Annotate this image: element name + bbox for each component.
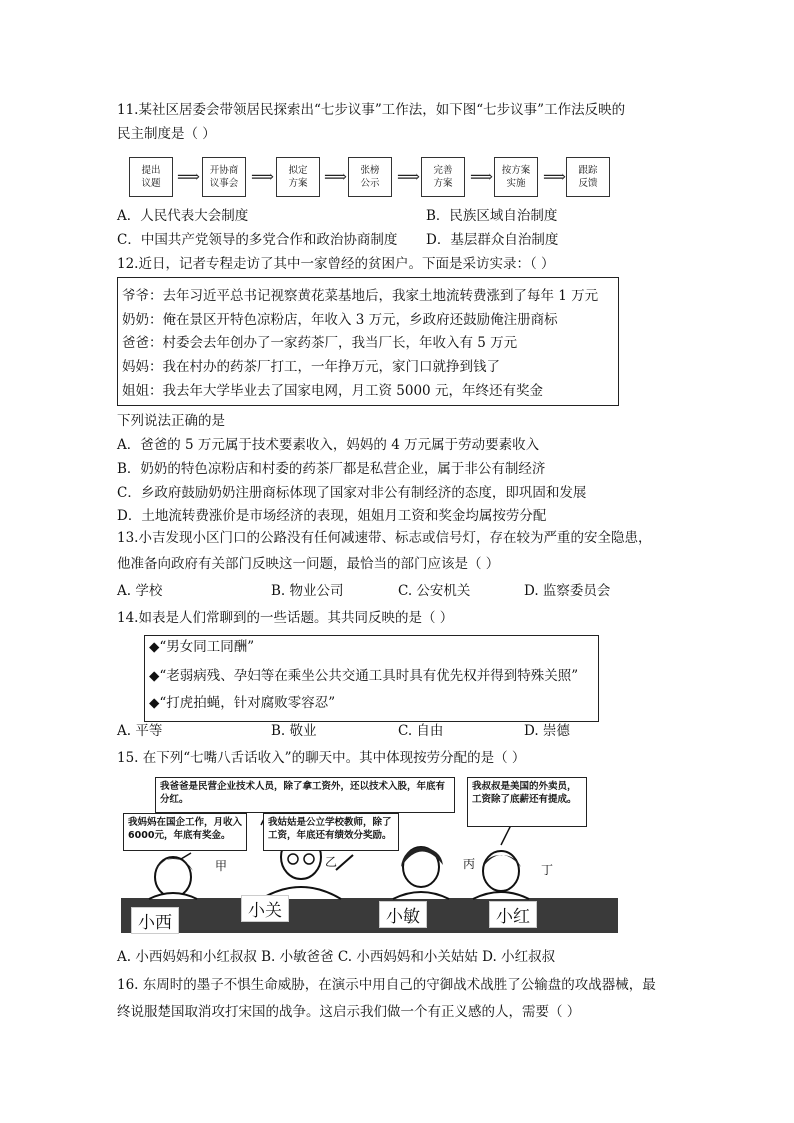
interview-line: 妈妈：我在村办的药茶厂打工，一年挣万元，家门口就挣到钱了 <box>122 359 500 375</box>
flow-step-text: 公示 <box>360 178 380 189</box>
q13-option-d[interactable]: D. 监察委员会 <box>524 583 611 599</box>
flow-step-5 <box>421 157 465 197</box>
flow-step-text: 反馈 <box>578 178 598 189</box>
flow-arrow-icon: ⟹ <box>251 167 274 186</box>
flow-step-4 <box>348 157 392 197</box>
flow-step-text: 开协商 <box>209 165 239 176</box>
flow-step-text: 实施 <box>506 178 526 189</box>
label-yi: 乙 <box>325 855 338 869</box>
q14-stem: 14.如表是人们常聊到的一些话题。其共同反映的是（ ） <box>117 610 454 626</box>
flow-step-3 <box>276 157 320 197</box>
q13-stem-line1: 13.小吉发现小区门口的公路没有任何减速带、标志或信号灯，存在较为严重的安全隐患， <box>117 530 652 546</box>
q11-option-c[interactable]: C．中国共产党领导的多党合作和政治协商制度 <box>117 232 398 248</box>
topic-line: ◆“打虎拍蝇，针对腐败零容忍” <box>149 695 336 711</box>
q12-option-d[interactable]: D．土地流转费涨价是市场经济的表现，姐姐月工资和奖金均属按劳分配 <box>117 508 547 524</box>
q11-option-a[interactable]: A．人民代表大会制度 <box>117 208 249 224</box>
q14-option-b[interactable]: B. 敬业 <box>271 723 317 739</box>
q11-option-d[interactable]: D．基层群众自治制度 <box>426 232 559 248</box>
q14-option-d[interactable]: D. 崇德 <box>524 723 570 739</box>
q14-topics-box <box>144 635 599 722</box>
q12-interview-box <box>117 277 619 406</box>
name-tag-xiaomin: 小敏 <box>379 901 427 928</box>
flow-step-text: 议事会 <box>209 178 239 189</box>
flow-step-text: 议题 <box>141 178 161 189</box>
q15-options[interactable]: A. 小西妈妈和小红叔叔 B. 小敏爸爸 C. 小西妈妈和小关姑姑 D. 小红叔叔 <box>117 949 556 965</box>
q12-option-a[interactable]: A．爸爸的 5 万元属于技术要素收入，妈妈的 4 万元属于劳动要素收入 <box>117 437 540 453</box>
flow-arrow-icon: ⟹ <box>324 167 347 186</box>
label-bing: 丙 <box>463 857 476 871</box>
interview-line: 姐姐：我去年大学毕业去了国家电网，月工资 5000 元，年终还有奖金 <box>122 383 543 399</box>
flow-arrow-icon: ⟹ <box>177 167 200 186</box>
speech-bubble-right: 我叔叔是美国的外卖员，工资除了底薪还有提成。 <box>467 777 587 827</box>
flow-step-text: 张榜 <box>360 165 380 176</box>
q12-option-c[interactable]: C．乡政府鼓励奶奶注册商标体现了国家对非公有制经济的态度，即巩固和发展 <box>117 485 587 501</box>
flow-step-text: 拟定 <box>288 165 308 176</box>
flow-step-text: 方案 <box>433 178 453 189</box>
q13-option-b[interactable]: B. 物业公司 <box>271 583 344 599</box>
name-tag-xiaohong: 小红 <box>489 901 537 928</box>
q12-stem: 12.近日，记者专程走访了其中一家曾经的贫困户。下面是采访实录：（ ） <box>117 256 555 272</box>
flow-step-text: 完善 <box>433 165 453 176</box>
q15-stem: 15. 在下列“七嘴八舌话收入”的聊天中。其中体现按劳分配的是（ ） <box>117 750 526 766</box>
q12-prompt: 下列说法正确的是 <box>117 413 225 429</box>
flow-step-7 <box>566 157 610 197</box>
speech-bubble-mid: 我姑姑是公立学校教师，除了工资，年底还有绩效分奖励。 <box>263 813 399 851</box>
q11-stem-line1: 11.某社区居委会带领居民探索出“七步议事”工作法，如下图“七步议事”工作法反映的 <box>117 102 626 118</box>
q14-option-c[interactable]: C. 自由 <box>398 723 444 739</box>
flow-step-text: 按方案 <box>501 165 531 176</box>
interview-line: 爷爷：去年习近平总书记视察黄花菜基地后，我家土地流转费涨到了每年 1 万元 <box>122 288 599 304</box>
q13-stem-line2: 他准备向政府有关部门反映这一问题，最恰当的部门应该是（ ） <box>117 556 500 572</box>
flow-step-text: 方案 <box>288 178 308 189</box>
q11-stem-line2: 民主制度是（ ） <box>117 126 216 142</box>
flow-step-text: 提出 <box>141 165 161 176</box>
q13-option-c[interactable]: C. 公安机关 <box>398 583 471 599</box>
q14-option-a[interactable]: A. 平等 <box>117 723 163 739</box>
q15-cartoon <box>121 775 618 935</box>
q11-option-b[interactable]: B．民族区域自治制度 <box>426 208 558 224</box>
q16-stem-line2: 终说服楚国取消攻打宋国的战争。这启示我们做一个有正义感的人，需要（ ） <box>117 1004 581 1020</box>
name-tag-xiaoguan: 小关 <box>241 895 289 922</box>
flow-step-text: 跟踪 <box>578 165 598 176</box>
flow-step-1 <box>129 157 173 197</box>
topic-line: ◆“男女同工同酬” <box>149 639 255 655</box>
label-ding: 丁 <box>541 863 554 877</box>
q13-option-a[interactable]: A. 学校 <box>117 583 163 599</box>
flow-step-2 <box>202 157 246 197</box>
topic-line: ◆“老弱病残、孕妇等在乘坐公共交通工具时具有优先权并得到特殊关照” <box>149 668 579 684</box>
flow-arrow-icon: ⟹ <box>397 167 420 186</box>
interview-line: 奶奶：俺在景区开特色凉粉店，年收入 3 万元，乡政府还鼓励俺注册商标 <box>122 312 558 328</box>
flow-arrow-icon: ⟹ <box>470 167 493 186</box>
label-jia: 甲 <box>215 859 228 873</box>
flow-step-6 <box>494 157 538 197</box>
name-tag-xiaoxi: 小西 <box>131 907 179 934</box>
flow-arrow-icon: ⟹ <box>543 167 566 186</box>
speech-bubble-top: 我爸爸是民营企业技术人员，除了拿工资外，还以技术入股，年底有分红。 <box>155 777 455 813</box>
q12-option-b[interactable]: B．奶奶的特色凉粉店和村委的药茶厂都是私营企业，属于非公有制经济 <box>117 461 546 477</box>
speech-bubble-left: 我妈妈在国企工作，月收入6000元，年底有奖金。 <box>123 813 247 851</box>
interview-line: 爸爸：村委会去年创办了一家药茶厂，我当厂长，年收入有 5 万元 <box>122 335 518 351</box>
q16-stem-line1: 16. 东周时的墨子不惧生命威胁，在演示中用自己的守御战术战胜了公输盘的攻战器械，最 <box>117 977 656 993</box>
